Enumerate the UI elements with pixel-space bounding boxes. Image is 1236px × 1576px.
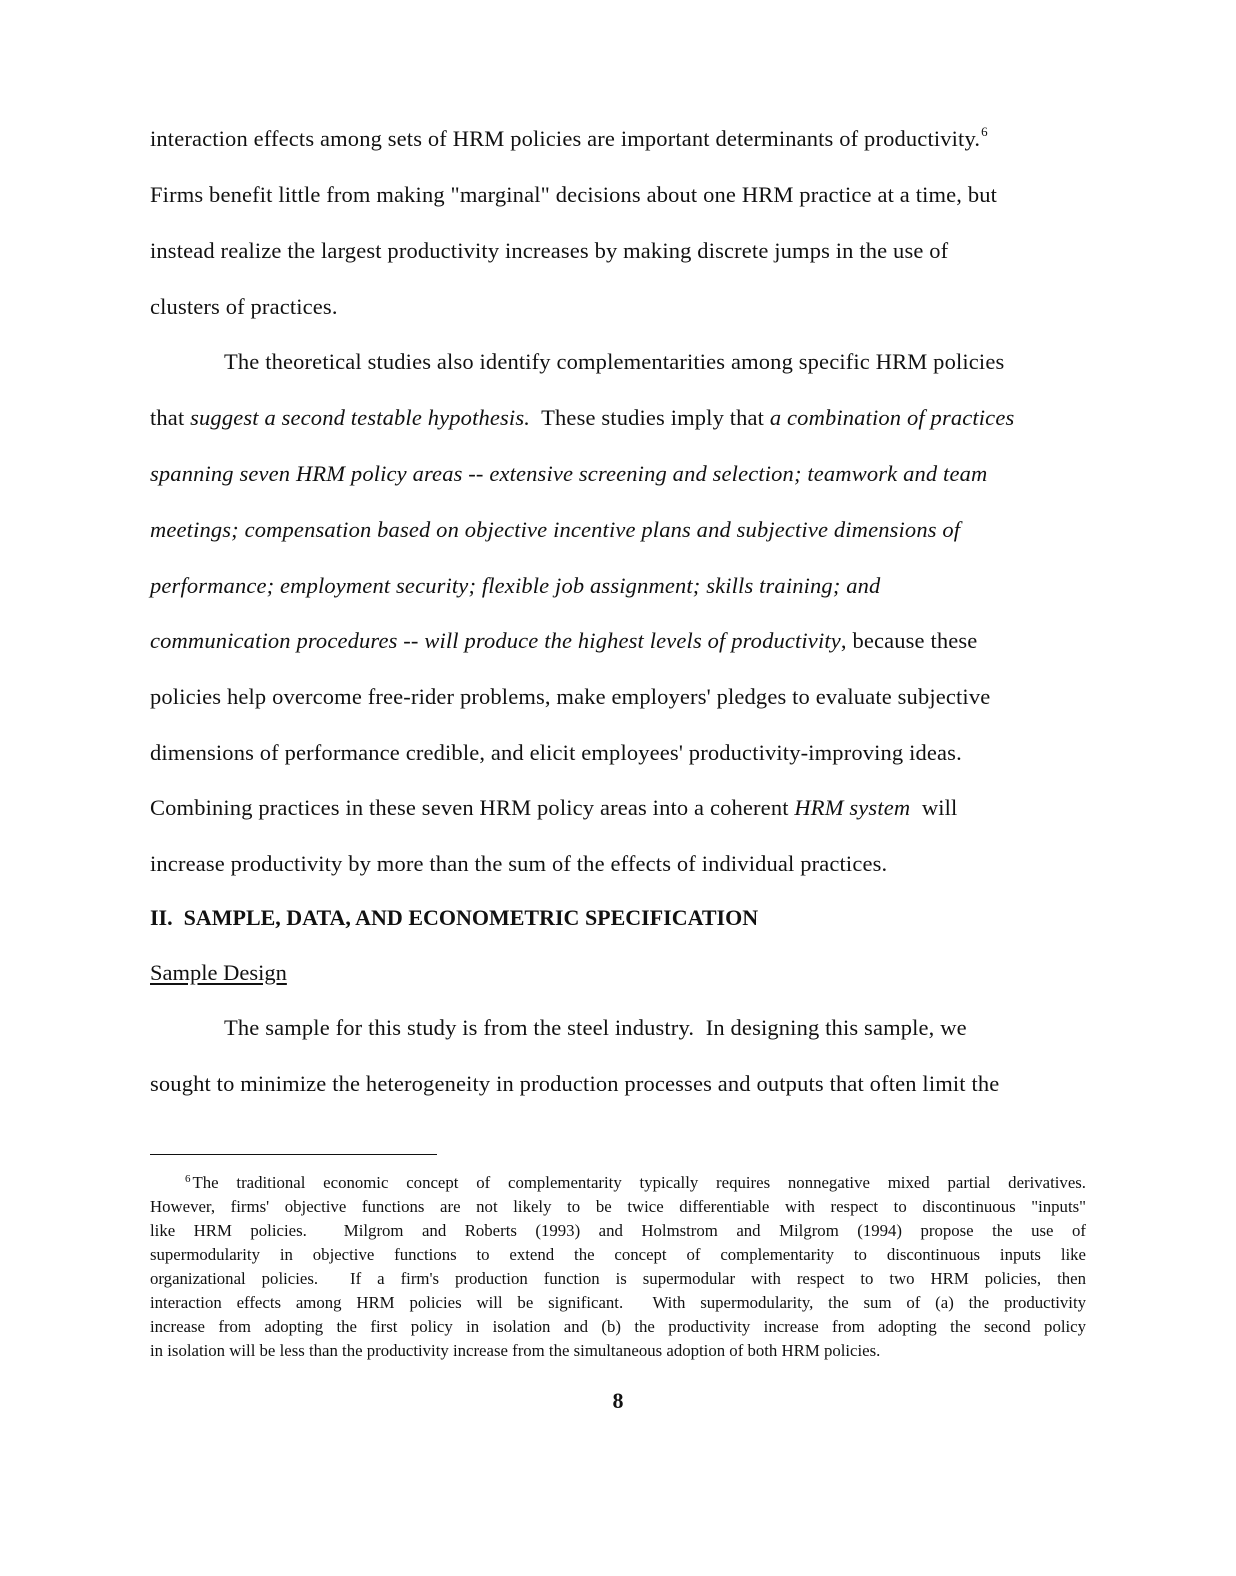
footnote-line: like HRM policies. Milgrom and Roberts (1993) and Holmstrom and Milgrom (1994) propose the use of xyxy=(150,1221,1086,1240)
italic-text: suggest a second testable hypothesis. xyxy=(190,405,530,430)
body-line xyxy=(150,460,987,488)
footnote-reference: 6 xyxy=(981,124,988,139)
italic-text: spanning seven HRM policy areas -- extensive screening and selection; teamwork and team xyxy=(150,461,988,486)
page-number: 8 xyxy=(612,1388,624,1413)
body-line: sought to minimize the heterogeneity in production processes and outputs that often limit the xyxy=(150,1071,1000,1096)
body-text: will xyxy=(910,795,958,820)
body-text: , because these xyxy=(840,628,978,653)
body-line xyxy=(150,572,880,600)
body-line: increase productivity by more than the sum of the effects of individual practices. xyxy=(150,851,888,876)
body-line xyxy=(150,627,977,655)
footnote-separator xyxy=(150,1154,437,1155)
body-line: policies help overcome free-rider problems, make employers' pledges to evaluate subjective xyxy=(150,684,991,709)
section-heading: II. SAMPLE, DATA, AND ECONOMETRIC SPECIFICATION xyxy=(150,905,759,930)
body-line: The sample for this study is from the steel industry. In designing this sample, we xyxy=(224,1015,967,1040)
italic-text: meetings; compensation based on objective incentive plans and subjective dimensions of xyxy=(150,517,961,542)
body-text: interaction effects among sets of HRM policies are important determinants of productivity. xyxy=(150,126,981,151)
italic-text: a combination of practices xyxy=(769,405,1015,430)
body-line: clusters of practices. xyxy=(150,294,338,319)
body-line: Firms benefit little from making "marginal" decisions about one HRM practice at a time, but xyxy=(150,182,998,207)
body-line xyxy=(150,794,957,822)
body-line xyxy=(150,125,988,156)
italic-text: HRM system xyxy=(794,795,911,820)
body-line: dimensions of performance credible, and elicit employees' productivity-improving ideas. xyxy=(150,740,962,765)
body-line xyxy=(150,404,1014,432)
footnote-line: interaction effects among HRM policies will be significant. With supermodularity, the sum of (a) the productivity xyxy=(150,1293,1086,1312)
footnote-line xyxy=(185,1171,1086,1197)
footnote-line: increase from adopting the first policy in isolation and (b) the productivity increase from adopting the second policy xyxy=(150,1317,1086,1336)
footnote-line: However, firms' objective functions are not likely to be twice differentiable with respect to discontinuous "inputs" xyxy=(150,1197,1086,1216)
footnote-mark: 6 xyxy=(185,1173,191,1185)
subsection-heading: Sample Design xyxy=(150,960,287,985)
body-line: The theoretical studies also identify complementarities among specific HRM policies xyxy=(224,349,1005,374)
footnote-text: The traditional economic concept of complementarity typically requires nonnegative mixed partial derivatives. xyxy=(192,1173,1086,1192)
footnote-line: in isolation will be less than the productivity increase from the simultaneous adoption of both HRM policies. xyxy=(150,1341,881,1360)
footnote-line: supermodularity in objective functions to extend the concept of complementarity to discontinuous inputs like xyxy=(150,1245,1086,1264)
body-text: that xyxy=(150,405,191,430)
footnote-line: organizational policies. If a firm's production function is supermodular with respect to two HRM policies, then xyxy=(150,1269,1086,1288)
italic-text: communication procedures -- will produce the highest levels of productivity xyxy=(150,628,841,653)
italic-text: performance; employment security; flexible job assignment; skills training; and xyxy=(150,573,881,598)
body-line: instead realize the largest productivity increases by making discrete jumps in the use of xyxy=(150,238,949,263)
body-line xyxy=(150,516,960,544)
body-text: These studies imply that xyxy=(530,405,770,430)
body-text: Combining practices in these seven HRM policy areas into a coherent xyxy=(150,795,795,820)
